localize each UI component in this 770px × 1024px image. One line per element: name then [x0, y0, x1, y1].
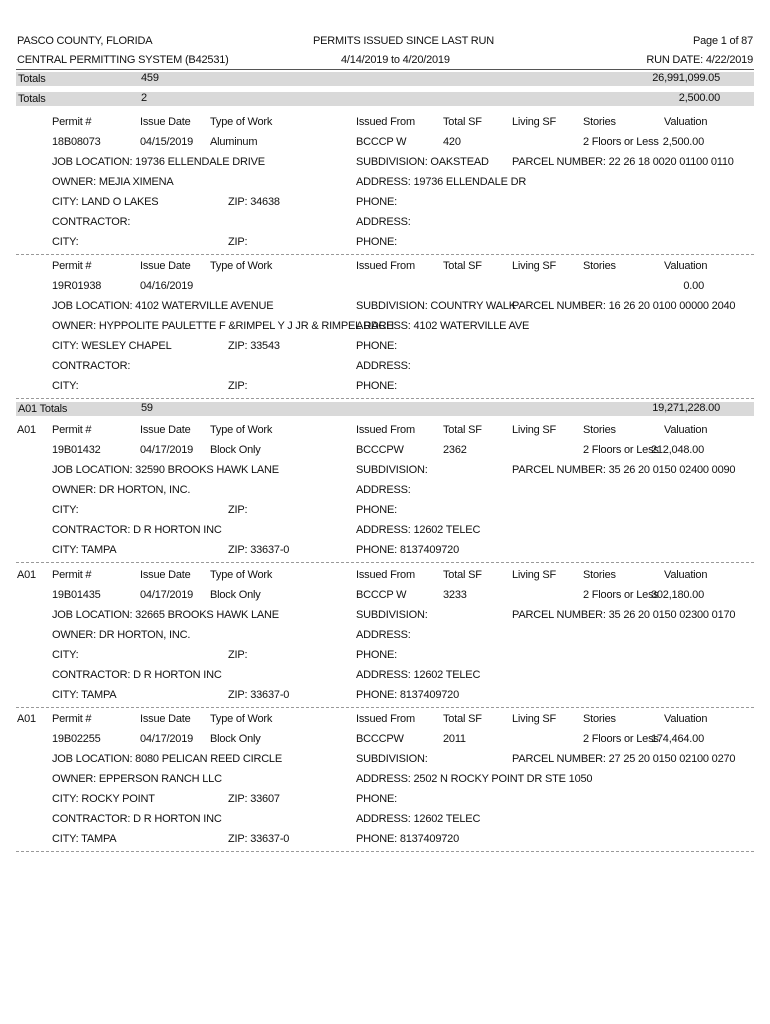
valuation: 174,464.00	[650, 733, 704, 745]
issued-from: BCCCP W	[356, 136, 407, 148]
type-of-work-header: Type of Work	[210, 713, 273, 725]
permit-number-header: Permit #	[52, 713, 92, 725]
contractor: CONTRACTOR: D R HORTON INC	[52, 669, 222, 681]
issued-from: BCCCPW	[356, 733, 404, 745]
job-location: JOB LOCATION: 19736 ELLENDALE DRIVE	[52, 156, 265, 168]
issue-date-header: Issue Date	[140, 569, 191, 581]
contractor-city: CITY: TAMPA	[52, 833, 117, 845]
record-divider	[16, 562, 754, 563]
total-sf: 2011	[443, 733, 466, 745]
header-divider	[16, 69, 754, 70]
living-sf-header: Living SF	[512, 713, 557, 725]
owner-city: CITY: ROCKY POINT	[52, 793, 155, 805]
record-divider	[16, 398, 754, 399]
job-location: JOB LOCATION: 32665 BROOKS HAWK LANE	[52, 609, 279, 621]
owner: OWNER: EPPERSON RANCH LLC	[52, 773, 222, 785]
stories-header: Stories	[583, 260, 616, 272]
issue-date-header: Issue Date	[140, 713, 191, 725]
owner-address: ADDRESS:	[356, 629, 411, 641]
permit-number: 18B08073	[52, 136, 101, 148]
subdivision: SUBDIVISION:	[356, 464, 428, 476]
issued-from-header: Issued From	[356, 260, 415, 272]
totals-count-1: 459	[141, 72, 159, 84]
owner-city: CITY:	[52, 504, 79, 516]
subdivision: SUBDIVISION:	[356, 609, 428, 621]
type-of-work-header: Type of Work	[210, 116, 273, 128]
owner-phone: PHONE:	[356, 196, 397, 208]
type-of-work: Block Only	[210, 444, 261, 456]
a01-totals-count: 59	[141, 402, 153, 414]
subdivision: SUBDIVISION:	[356, 753, 428, 765]
stories: 2 Floors or Less	[583, 589, 659, 601]
total-sf: 420	[443, 136, 461, 148]
issue-date: 04/17/2019	[140, 733, 194, 745]
contractor-zip: ZIP: 33637-0	[228, 833, 290, 845]
contractor-address: ADDRESS: 12602 TELEC	[356, 524, 481, 536]
contractor-phone: PHONE:	[356, 380, 397, 392]
totals-count-2: 2	[141, 92, 147, 104]
contractor-city: CITY: TAMPA	[52, 689, 117, 701]
owner-address: ADDRESS: 4102 WATERVILLE AVE	[356, 320, 530, 332]
owner-zip: ZIP:	[228, 504, 248, 516]
owner-zip: ZIP: 34638	[228, 196, 280, 208]
type-code: A01	[17, 713, 36, 725]
contractor-address: ADDRESS:	[356, 360, 411, 372]
stories-header: Stories	[583, 116, 616, 128]
issued-from-header: Issued From	[356, 424, 415, 436]
parcel-number: PARCEL NUMBER: 22 26 18 0020 01100 0110	[512, 156, 734, 168]
totals-label-1: Totals	[18, 73, 46, 85]
report-title: PERMITS ISSUED SINCE LAST RUN	[313, 35, 495, 47]
valuation: 2,500.00	[662, 136, 704, 148]
contractor-zip: ZIP: 33637-0	[228, 689, 290, 701]
living-sf-header: Living SF	[512, 569, 557, 581]
job-location: JOB LOCATION: 32590 BROOKS HAWK LANE	[52, 464, 279, 476]
living-sf-header: Living SF	[512, 424, 557, 436]
contractor-city: CITY:	[52, 236, 79, 248]
owner: OWNER: DR HORTON, INC.	[52, 629, 191, 641]
owner-address: ADDRESS: 19736 ELLENDALE DR	[356, 176, 527, 188]
type-of-work-header: Type of Work	[210, 260, 273, 272]
valuation: 302,180.00	[650, 589, 704, 601]
contractor-phone: PHONE: 8137409720	[356, 689, 460, 701]
permit-number: 19B01432	[52, 444, 101, 456]
issue-date-header: Issue Date	[140, 116, 191, 128]
issued-from: BCCCPW	[356, 444, 404, 456]
stories-header: Stories	[583, 713, 616, 725]
totals-value-2: 2,500.00	[678, 92, 720, 104]
totals-label-2: Totals	[18, 93, 46, 105]
valuation-header: Valuation	[664, 116, 708, 128]
stories-header: Stories	[583, 569, 616, 581]
page-number: Page 1 of 87	[693, 35, 753, 47]
type-of-work: Aluminum	[210, 136, 258, 148]
contractor-phone: PHONE:	[356, 236, 397, 248]
permit-number-header: Permit #	[52, 116, 92, 128]
type-of-work-header: Type of Work	[210, 569, 273, 581]
stories: 2 Floors or Less	[583, 136, 659, 148]
owner-address: ADDRESS: 2502 N ROCKY POINT DR STE 1050	[356, 773, 593, 785]
contractor-phone: PHONE: 8137409720	[356, 833, 460, 845]
a01-totals-label: A01 Totals	[18, 403, 68, 415]
owner-phone: PHONE:	[356, 793, 397, 805]
contractor-city: CITY:	[52, 380, 79, 392]
owner-phone: PHONE:	[356, 340, 397, 352]
a01-totals-value: 19,271,228.00	[652, 402, 720, 414]
issue-date: 04/16/2019	[140, 280, 194, 292]
owner: OWNER: MEJIA XIMENA	[52, 176, 174, 188]
contractor-zip: ZIP: 33637-0	[228, 544, 290, 556]
run-date: RUN DATE: 4/22/2019	[646, 54, 753, 66]
issue-date-header: Issue Date	[140, 424, 191, 436]
owner-city: CITY:	[52, 649, 79, 661]
permit-number-header: Permit #	[52, 260, 92, 272]
stories: 2 Floors or Less	[583, 444, 659, 456]
record-divider	[16, 254, 754, 255]
contractor-address: ADDRESS:	[356, 216, 411, 228]
totals-band-1	[16, 72, 754, 86]
job-location: JOB LOCATION: 8080 PELICAN REED CIRCLE	[52, 753, 282, 765]
issued-from: BCCCP W	[356, 589, 407, 601]
parcel-number: PARCEL NUMBER: 16 26 20 0100 00000 2040	[512, 300, 736, 312]
owner-city: CITY: LAND O LAKES	[52, 196, 159, 208]
issued-from-header: Issued From	[356, 713, 415, 725]
parcel-number: PARCEL NUMBER: 35 26 20 0150 02400 0090	[512, 464, 736, 476]
type-of-work: Block Only	[210, 589, 261, 601]
record-divider	[16, 851, 754, 852]
total-sf-header: Total SF	[443, 116, 482, 128]
totals-band-2	[16, 92, 754, 106]
stories-header: Stories	[583, 424, 616, 436]
parcel-number: PARCEL NUMBER: 27 25 20 0150 02100 0270	[512, 753, 736, 765]
contractor-city: CITY: TAMPA	[52, 544, 117, 556]
contractor-zip: ZIP:	[228, 236, 248, 248]
valuation-header: Valuation	[664, 260, 708, 272]
contractor-address: ADDRESS: 12602 TELEC	[356, 669, 481, 681]
job-location: JOB LOCATION: 4102 WATERVILLE AVENUE	[52, 300, 274, 312]
valuation-header: Valuation	[664, 569, 708, 581]
total-sf-header: Total SF	[443, 713, 482, 725]
a01-totals-band	[16, 402, 754, 416]
owner-zip: ZIP: 33607	[228, 793, 280, 805]
type-of-work-header: Type of Work	[210, 424, 273, 436]
valuation-header: Valuation	[664, 713, 708, 725]
date-range: 4/14/2019 to 4/20/2019	[341, 54, 450, 66]
owner-zip: ZIP:	[228, 649, 248, 661]
issue-date: 04/17/2019	[140, 444, 194, 456]
contractor-phone: PHONE: 8137409720	[356, 544, 460, 556]
contractor: CONTRACTOR:	[52, 360, 131, 372]
owner-phone: PHONE:	[356, 504, 397, 516]
record-divider	[16, 707, 754, 708]
contractor: CONTRACTOR: D R HORTON INC	[52, 524, 222, 536]
permit-number-header: Permit #	[52, 569, 92, 581]
issue-date: 04/17/2019	[140, 589, 194, 601]
contractor: CONTRACTOR:	[52, 216, 131, 228]
total-sf-header: Total SF	[443, 569, 482, 581]
totals-value-1: 26,991,099.05	[652, 72, 720, 84]
issued-from-header: Issued From	[356, 116, 415, 128]
living-sf-header: Living SF	[512, 260, 557, 272]
parcel-number: PARCEL NUMBER: 35 26 20 0150 02300 0170	[512, 609, 736, 621]
owner-phone: PHONE:	[356, 649, 397, 661]
stories: 2 Floors or Less	[583, 733, 659, 745]
issue-date: 04/15/2019	[140, 136, 194, 148]
contractor-zip: ZIP:	[228, 380, 248, 392]
system-name: CENTRAL PERMITTING SYSTEM (B42531)	[17, 54, 229, 66]
contractor: CONTRACTOR: D R HORTON INC	[52, 813, 222, 825]
valuation: 212,048.00	[650, 444, 704, 456]
total-sf: 3233	[443, 589, 467, 601]
permit-number-header: Permit #	[52, 424, 92, 436]
owner-zip: ZIP: 33543	[228, 340, 280, 352]
owner-city: CITY: WESLEY CHAPEL	[52, 340, 172, 352]
living-sf-header: Living SF	[512, 116, 557, 128]
valuation-header: Valuation	[664, 424, 708, 436]
total-sf-header: Total SF	[443, 424, 482, 436]
total-sf: 2362	[443, 444, 467, 456]
contractor-address: ADDRESS: 12602 TELEC	[356, 813, 481, 825]
owner: OWNER: HYPPOLITE PAULETTE F &RIMPEL Y J JR & RIMPEL RACH	[52, 320, 394, 332]
subdivision: SUBDIVISION: OAKSTEAD	[356, 156, 489, 168]
county-name: PASCO COUNTY, FLORIDA	[17, 35, 153, 47]
issue-date-header: Issue Date	[140, 260, 191, 272]
subdivision: SUBDIVISION: COUNTRY WALK	[356, 300, 516, 312]
type-code: A01	[17, 424, 36, 436]
issued-from-header: Issued From	[356, 569, 415, 581]
permit-number: 19B02255	[52, 733, 101, 745]
owner: OWNER: DR HORTON, INC.	[52, 484, 191, 496]
total-sf-header: Total SF	[443, 260, 482, 272]
type-code: A01	[17, 569, 36, 581]
permit-number: 19R01938	[52, 280, 102, 292]
type-of-work: Block Only	[210, 733, 261, 745]
owner-address: ADDRESS:	[356, 484, 411, 496]
permit-number: 19B01435	[52, 589, 101, 601]
valuation: 0.00	[683, 280, 704, 292]
